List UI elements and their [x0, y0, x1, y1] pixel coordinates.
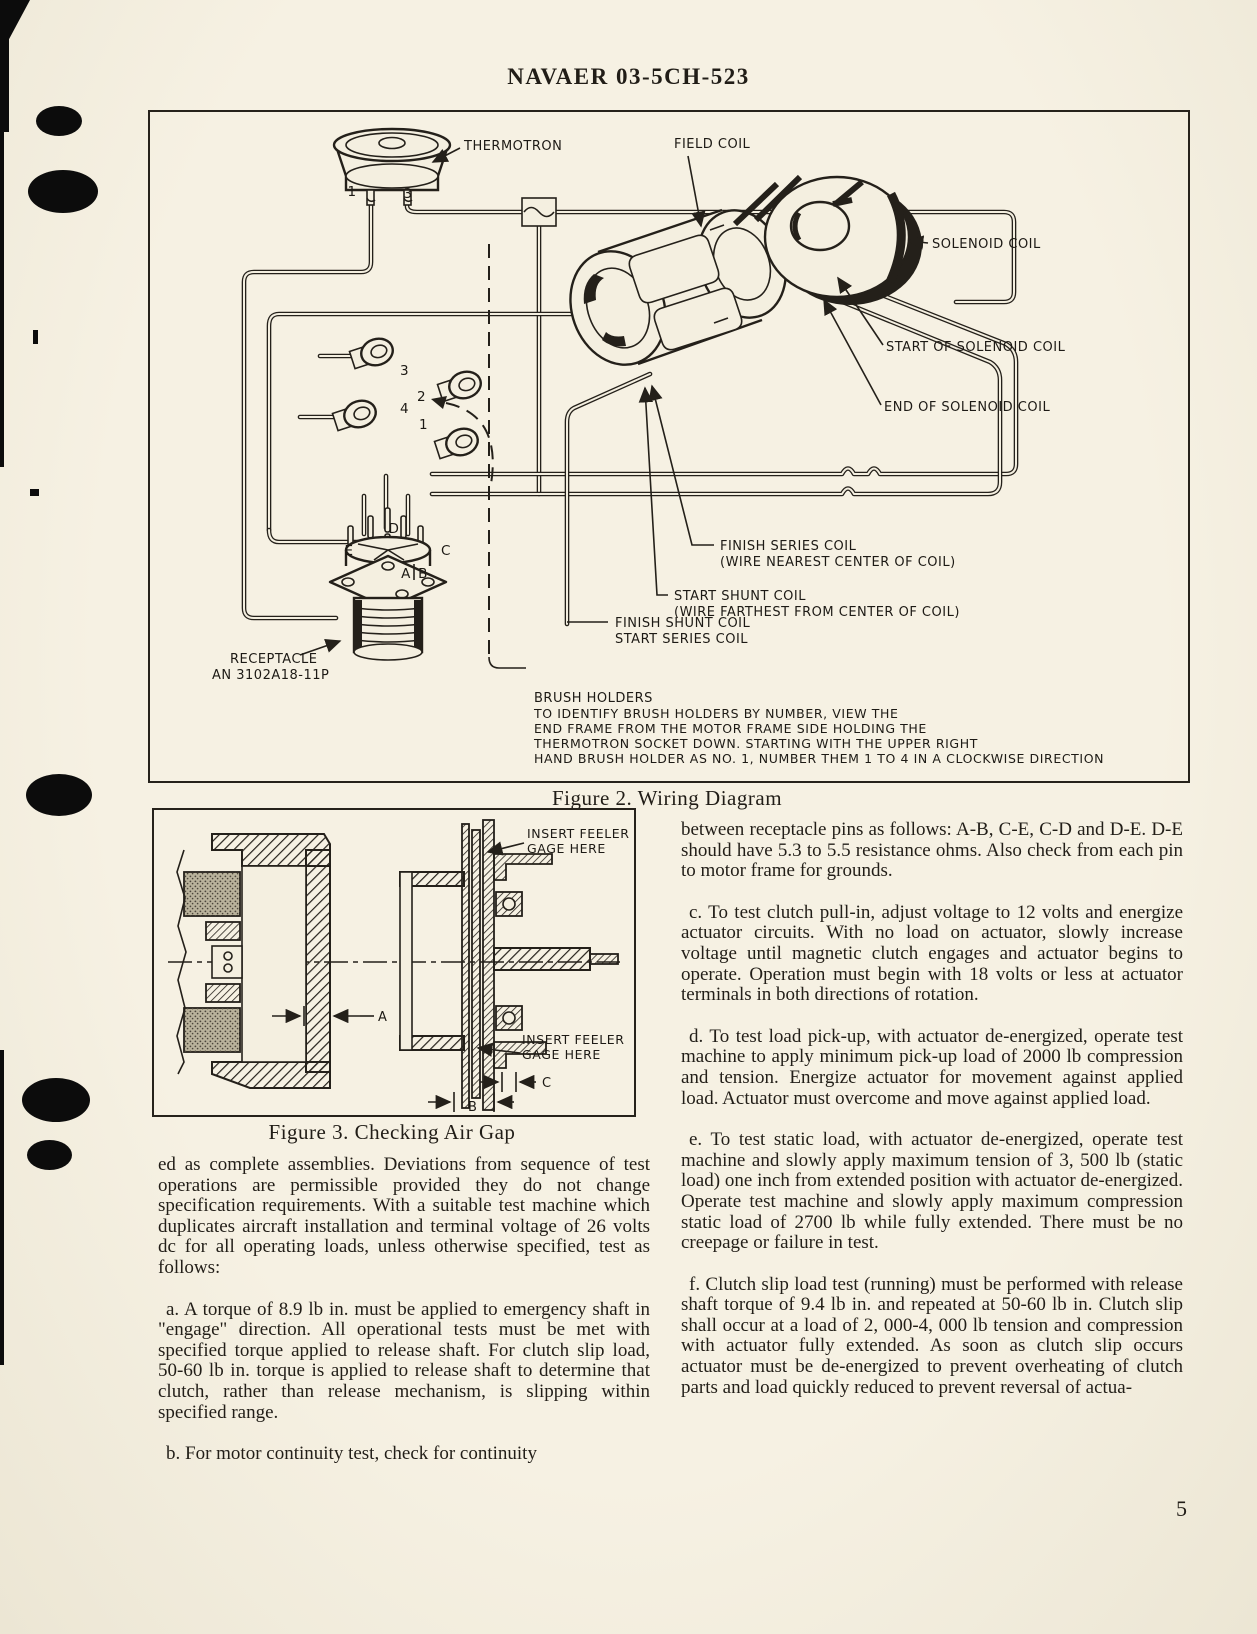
paragraph-d: d. To test load pick-up, with actuator de-energized, operate test machine to apply minimum pick-up load of 2000 lb compression and tension. Energize actuator for movement against applied load. Actuator must overcome and move against applied load. [681, 1025, 1183, 1109]
receptacle-pin-b-label: B [418, 566, 428, 582]
page-number: 5 [1176, 1496, 1187, 1521]
brush-holder-4 [331, 397, 379, 435]
end-of-solenoid-label: END OF SOLENOID COIL [884, 400, 1051, 415]
gage-here-top: GAGE HERE [527, 841, 606, 856]
scan-edge-strip [0, 132, 4, 467]
receptacle-pin-a-label: A [401, 566, 411, 582]
scan-artifact-dot [26, 774, 92, 816]
scan-artifact-dot [28, 170, 98, 213]
gage-here-bottom: GAGE HERE [522, 1047, 601, 1062]
dimension-b [428, 1092, 514, 1115]
clutch-plate-section [400, 820, 618, 1110]
thermotron-pin-3-label: 3 [403, 186, 413, 202]
dim-a-label: A [378, 1010, 388, 1025]
scan-artifact-dot [27, 1140, 72, 1170]
brush-holders-note-line4: HAND BRUSH HOLDER AS NO. 1, NUMBER THEM 1 TO 4 IN A CLOCKWISE DIRECTION [534, 751, 1105, 766]
scan-edge-strip [0, 1050, 4, 1365]
scan-artifact-dot [36, 106, 82, 136]
brush-holder-1 [433, 425, 481, 463]
start-shunt-coil-note: (WIRE FARTHEST FROM CENTER OF COIL) [674, 605, 960, 620]
brush-holders-note-line1: TO IDENTIFY BRUSH HOLDERS BY NUMBER, VIEW THE [534, 706, 899, 721]
finish-series-coil-note: (WIRE NEAREST CENTER OF COIL) [720, 555, 956, 570]
feeler-gage-callout-top [488, 826, 630, 856]
thermotron-pin-1-label: 1 [347, 184, 357, 200]
start-series-coil-label: START SERIES COIL [615, 632, 749, 647]
receptacle-part-number: AN 3102A18-11P [212, 668, 330, 683]
wiring-diagram [150, 112, 1188, 781]
figure2-caption: Figure 2. Wiring Diagram [551, 786, 783, 810]
motor-housing-section [177, 834, 330, 1088]
air-gap-diagram [154, 810, 634, 1115]
dim-c-label: C [542, 1076, 552, 1091]
field-coil-motor-illustration [555, 198, 800, 378]
brush-3-label: 3 [400, 363, 410, 379]
insert-feeler-bottom: INSERT FEELER [522, 1032, 625, 1047]
brush-holders-note-line2: END FRAME FROM THE MOTOR FRAME SIDE HOLDING THE [534, 721, 927, 736]
right-column [681, 820, 1183, 1419]
receptacle-pin-d-label: D [388, 521, 400, 537]
brush-holder-plugs [331, 335, 484, 463]
brush-holders-note-line3: THERMOTRON SOCKET DOWN. STARTING WITH THE UPPER RIGHT [534, 736, 978, 751]
brush-holder-3 [348, 335, 396, 373]
finish-series-coil-label: FINISH SERIES COIL [720, 539, 857, 554]
scan-artifact-mark [30, 489, 39, 496]
receptacle-pin-e-label: E [344, 543, 354, 559]
page-title: NAVAER 03-5CH-523 [507, 64, 750, 89]
scan-artifact-mark [33, 330, 38, 344]
figure3-frame [152, 808, 636, 1117]
receptacle-label: RECEPTACLE [230, 652, 318, 667]
wire-crossover-junction [522, 198, 556, 226]
paragraph: between receptacle pins as follows: A-B, C-E, C-D and D-E. D-E should have 5.3 to 5.5 resistance ohms. Also check from each pin to motor frame for grounds. [681, 819, 1183, 882]
paragraph-f: f. Clutch slip load test (running) must be performed with release shaft torque of 9.4 lb in. and repeated at 50-60 lb in. Clutch slip shall occur at a load of 2, 000-4, 000 lb tension and compression with actuator fully extended. As soon as clutch slip occurs actuator must be de-energized to prevent overheating of clutch parts and load quickly reduced to prevent reversal of actua- [681, 1273, 1183, 1398]
left-column [158, 1155, 650, 1486]
brush-2-label: 2 [417, 389, 427, 405]
insert-feeler-top: INSERT FEELER [527, 826, 630, 841]
start-shunt-coil-label: START SHUNT COIL [674, 589, 806, 604]
solenoid-coil-label: SOLENOID COIL [932, 237, 1041, 252]
brush-holders-note [533, 691, 1104, 766]
brush-1-label: 1 [419, 417, 429, 433]
finish-shunt-coil-label: FINISH SHUNT COIL [615, 616, 751, 631]
figure2-frame [148, 110, 1190, 783]
thermotron-label: THERMOTRON [464, 139, 563, 154]
paragraph-c: c. To test clutch pull-in, adjust voltage to 12 volts and energize actuator circuits. With no load on actuator, slowly increase voltage until magnetic clutch engages and actuator begins to operate. Operation must begin with 18 volts or less at actuator terminals in both directions of rotation. [681, 901, 1183, 1006]
dim-b-label: B [468, 1100, 478, 1115]
start-of-solenoid-label: START OF SOLENOID COIL [886, 340, 1066, 355]
paragraph-e: e. To test static load, with actuator de-energized, operate test machine and slowly apply maximum tension of 3, 500 lb (static load) one inch from extended position with actuator de-energized. Operate test machine and slowly apply maximum compression static load of 2700 lb while fully extended. There must be no creepage or failure in test. [681, 1129, 1183, 1254]
paragraph: ed as complete assemblies. Deviations from sequence of test operations are permissible provided they do not change specification requirements. With a suitable test machine which duplicates aircraft installation and terminal voltage of 26 volts dc for all operating loads, unless otherwise specified, test as follows: [158, 1154, 650, 1278]
paragraph-a: a. A torque of 8.9 lb in. must be applied to emergency shaft in "engage" direction. All operational tests must be met with specified torque applied to release shaft. For clutch slip load, 50-60 lb in. torque is applied to release shaft to determine that clutch, rather than release mechanism, is slipping within specified range. [158, 1298, 650, 1423]
field-coil-label: FIELD COIL [674, 137, 751, 152]
receptacle-pin-c-label: C [441, 543, 451, 559]
paragraph-b: b. For motor continuity test, check for continuity [166, 1443, 537, 1465]
brush-holders-title: BRUSH HOLDERS [534, 691, 653, 706]
scan-artifact-dot [22, 1078, 90, 1122]
figure3-caption: Figure 3. Checking Air Gap [268, 1120, 516, 1144]
brush-4-label: 4 [400, 401, 410, 417]
